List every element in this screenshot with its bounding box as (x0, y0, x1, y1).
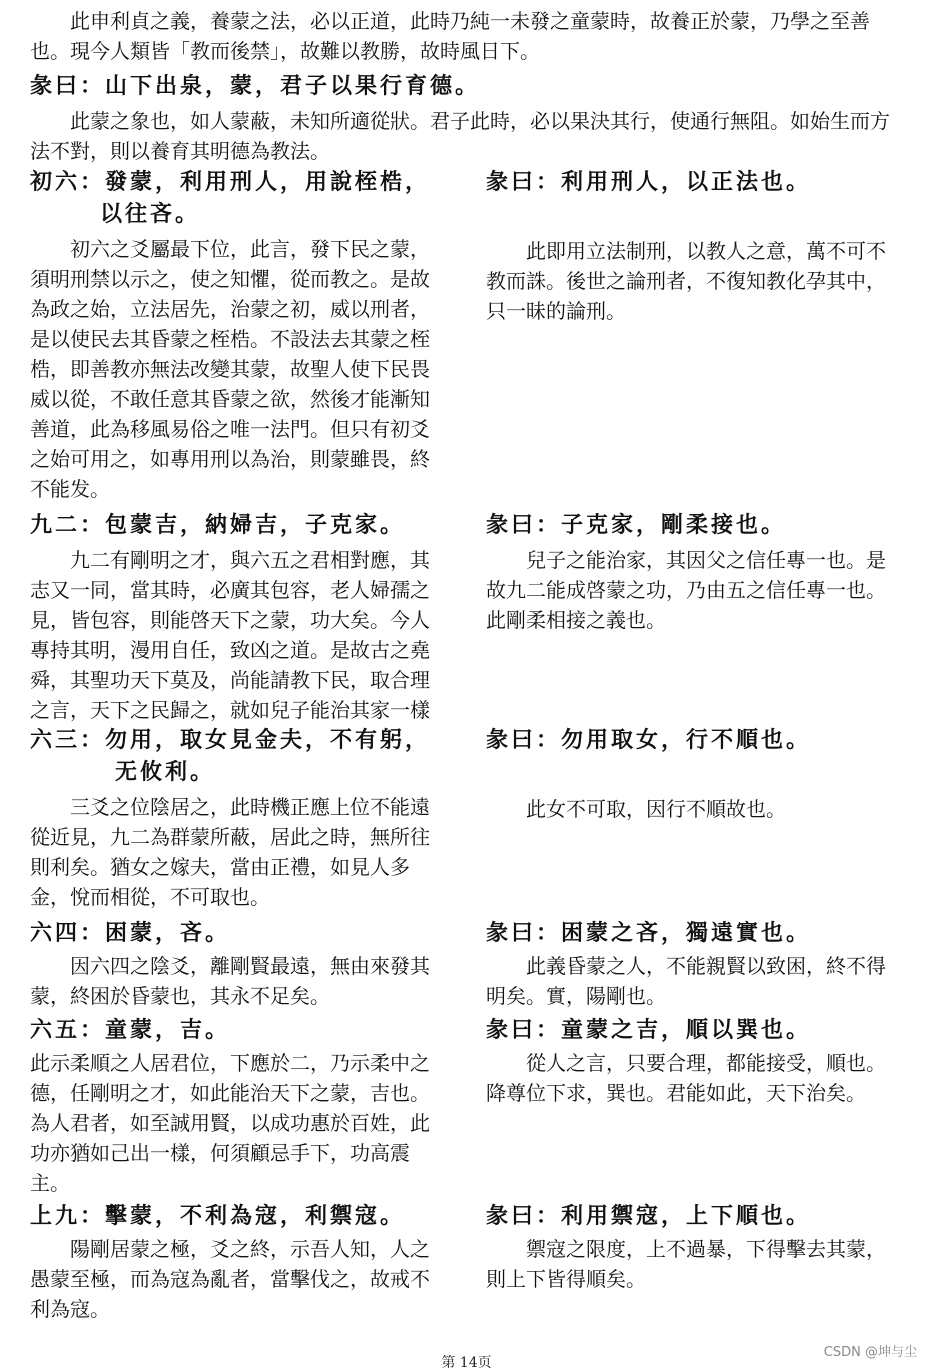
line-heading-continuation: 以往吝。 (100, 201, 201, 227)
line-3-right (486, 724, 900, 824)
xiang-heading: 彖曰：山下出泉，蒙，君子以果行育德。 (30, 73, 481, 99)
xiang-heading: 彖曰：利用刑人，以正法也。 (486, 169, 812, 195)
xiang-commentary: 禦寇之限度，上不過暴，下得擊去其蒙，則上下皆得順矣。 (486, 1237, 886, 1291)
xiang-explanation: 此蒙之象也，如人蒙蔽，未知所適從狀。君子此時，必以果決其行，使通行無阻。如始生而方法不對，則以養育其明德為教法。 (30, 109, 890, 163)
line-commentary: 此示柔順之人居君位，下應於二，乃示柔中之德，任剛明之才，如此能治天下之蒙，吉也。為人君者，如至誠用賢，以成功惠於百姓，此功亦猶如己出一樣，何須顧忌手下，功高震主。 (30, 1051, 430, 1195)
line-1-left (30, 166, 444, 504)
line-heading: 六五：童蒙，吉。 (30, 1017, 231, 1043)
line-6-left (30, 1200, 444, 1324)
line-heading (30, 166, 444, 230)
line-1-right (486, 166, 900, 326)
intro-paragraph: 此申利貞之義，養蒙之法，必以正道，此時乃純一未發之童蒙時，故養正於蒙，乃學之至善也。現今人類皆「教而後禁」，故難以教勝，故時風日下。 (30, 9, 870, 63)
line-heading (30, 724, 444, 788)
line-4-right (486, 917, 900, 1011)
xiang-commentary: 從人之言，只要合理，都能接受，順也。降尊位下求，巽也。君能如此，天下治矣。 (486, 1051, 886, 1105)
line-5-left (30, 1014, 444, 1198)
line-heading: 六四：困蒙，吝。 (30, 920, 231, 946)
xiang-commentary: 此女不可取，因行不順故也。 (526, 797, 786, 821)
xiang-heading: 彖曰：子克家，剛柔接也。 (486, 512, 787, 538)
line-commentary: 因六四之陰爻，離剛賢最遠，無由來發其蒙，終困於昏蒙也，其永不足矣。 (30, 954, 430, 1008)
xiang-heading: 彖曰：困蒙之吝，獨遠實也。 (486, 920, 812, 946)
line-commentary: 三爻之位陰居之，此時機正應上位不能遠從近見，九二為群蒙所蔽，居此之時，無所往則利矣。猶女之嫁夫，當由正禮，如見人多金，悅而相從，不可取也。 (30, 795, 430, 909)
xiang-heading: 彖曰：童蒙之吉，順以巽也。 (486, 1017, 812, 1043)
page-number: 第 14页 (441, 1355, 492, 1371)
intro-block (30, 6, 900, 166)
line-4-left (30, 917, 444, 1011)
line-heading: 九二：包蒙吉，納婦吉，子克家。 (30, 512, 406, 538)
watermark: CSDN @坤与尘 (823, 1345, 917, 1360)
line-2-left (30, 509, 444, 725)
line-3-left (30, 724, 444, 912)
line-commentary: 陽剛居蒙之極，爻之終，示吾人知，人之愚蒙至極，而為寇為亂者，當擊伐之，故戒不利為寇。 (30, 1237, 430, 1321)
line-heading-text: 六三：勿用，取女見金夫，不有躬， (30, 727, 431, 753)
line-commentary: 初六之爻屬最下位，此言，發下民之蒙，須明刑禁以示之，使之知懼，從而教之。是故為政之始，立法居先，治蒙之初，威以刑者，是以使民去其昏蒙之桎梏。不設法去其蒙之桎梏，即善教亦無法改變其蒙，故聖人使下民畏威以從，不敢任意其昏蒙之欲，然後才能漸知善道，此為移風易俗之唯一法門。但只有初爻之始可用之，如專用刑以為治，則蒙雖畏，終不能发。 (30, 237, 430, 501)
xiang-commentary: 此義昏蒙之人，不能親賢以致困，終不得明矣。實，陽剛也。 (486, 954, 886, 1008)
xiang-heading: 彖曰：利用禦寇，上下順也。 (486, 1203, 812, 1229)
xiang-commentary: 此即用立法制刑，以教人之意，萬不可不教而誅。後世之論刑者，不復知教化孕其中，只一昧的論刑。 (486, 239, 886, 323)
xiang-heading: 彖曰：勿用取女，行不順也。 (486, 727, 812, 753)
line-commentary: 九二有剛明之才，與六五之君相對應，其志又一同，當其時，必廣其包容，老人婦孺之見，皆包容，則能啓天下之蒙，功大矣。今人專持其明，漫用自任，致凶之道。是故古之堯舜，其聖功天下莫及，尚能請教下民，取合理之言，天下之民歸之，就如兒子能治其家一樣 (30, 548, 430, 722)
line-6-right (486, 1200, 900, 1294)
line-2-right (486, 509, 900, 635)
line-heading-text: 初六：發蒙，利用刑人，用說桎梏， (30, 169, 431, 195)
line-5-right (486, 1014, 900, 1108)
xiang-commentary: 兒子之能治家，其因父之信任專一也。是故九二能成啓蒙之功，乃由五之信任專一也。此剛柔相接之義也。 (486, 548, 886, 632)
line-heading-continuation: 无攸利。 (115, 759, 216, 785)
line-heading: 上九：擊蒙，不利為寇，利禦寇。 (30, 1203, 406, 1229)
